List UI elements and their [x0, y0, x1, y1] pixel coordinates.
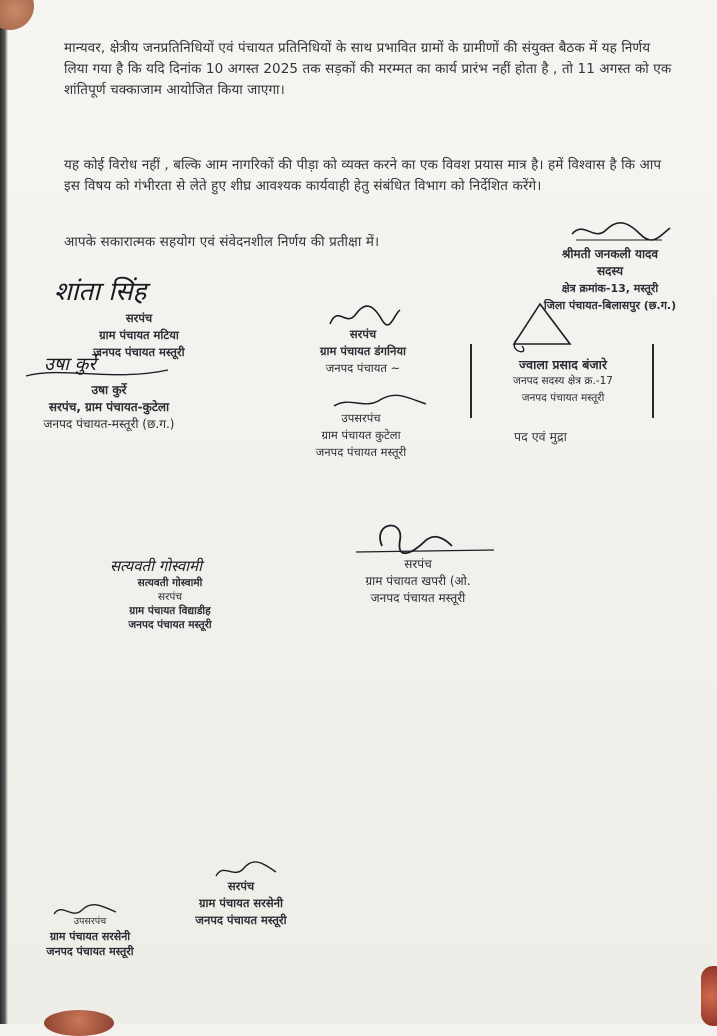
sarpanch-khapri-stamp — [348, 556, 488, 607]
sarpanch-kutela-signature-stroke — [22, 362, 172, 384]
up-sarpanch-sarseni-stamp — [30, 914, 150, 959]
sarpanch-matiyari-line2: जनपद पंचायत मस्तूरी — [93, 345, 185, 359]
paragraph-appeal: यह कोई विरोध नहीं , बल्कि आम नागरिकों की पीड़ा को व्यक्त करने का एक विवश प्रयास मात्र है। हमें विश्वास है कि आप इस विषय को गंभीरता से लेते हुए शीघ्र आवश्यक कार्यवाही हेतु संबंधित विभाग को निर्देशित करेंगे। — [64, 157, 662, 194]
sarpanch-dangania-stamp — [298, 326, 428, 377]
sarpanch-vidyadih-line1: ग्राम पंचायत विद्याडीह — [129, 605, 211, 617]
sarpanch-kutela-name: उषा कुर्रे — [91, 383, 127, 397]
sarpanch-khapri-role: सरपंच — [404, 557, 432, 571]
sarpanch-vidyadih-name: सत्यवती गोस्वामी — [137, 577, 203, 589]
sarpanch-sarseni-line1: ग्राम पंचायत सरसेनी — [199, 896, 283, 910]
sarpanch-dangania-line2: जनपद पंचायत ~ — [325, 361, 401, 375]
sarpanch-dangania-role: सरपंच — [349, 327, 377, 341]
paragraph-decision: मान्यवर, क्षेत्रीय जनप्रतिनिधियों एवं पंचायत प्रतिनिधियों के साथ प्रभावित ग्रामों के ग्रामीणों की संयुक्त बैठक में यह निर्णय लिया गया है कि यदि दिनांक 10 अगस्त 2025 तक सड़कों की मरम्मत का कार्य प्रारंभ नहीं होता है , तो 11 अगस्त को एक शांतिपूर्ण चक्काजाम आयोजित किया जाएगा। — [64, 40, 672, 98]
janpad-member-name: ज्वाला प्रसाद बंजारे — [519, 357, 607, 372]
janpad-member-line2: जनपद पंचायत मस्तूरी — [521, 392, 605, 404]
sarpanch-sarseni-line2: जनपद पंचायत मस्तूरी — [195, 913, 287, 927]
up-sarpanch-kutela-stamp — [296, 410, 426, 461]
up-sarpanch-kutela-line2: जनपद पंचायत मस्तूरी — [315, 445, 407, 459]
janpad-member-line1: जनपद सदस्य क्षेत्र क्र.-17 — [513, 375, 613, 387]
member-line1: क्षेत्र क्रमांक-13, मस्तूरी — [561, 282, 659, 295]
pad-mudra-label: पद एवं मुद्रा — [514, 429, 567, 444]
finger-right — [701, 966, 717, 1026]
sarpanch-kutela-line1: सरपंच, ग्राम पंचायत-कुटेला — [48, 400, 170, 414]
sarpanch-kutela-signature: उषा कुर्रे — [44, 354, 96, 375]
sarpanch-kutela-line2: जनपद पंचायत-मस्तूरी (छ.ग.) — [43, 417, 175, 431]
sarpanch-kutela-stamp — [24, 382, 194, 433]
janpad-member-stamp — [488, 356, 638, 407]
page-edge-shadow — [0, 0, 8, 1024]
sarpanch-matiyari-role: सरपंच — [125, 311, 153, 325]
janpad-member-signature-scribble — [500, 300, 580, 360]
sarpanch-matiyari-signature: शांता सिंह — [54, 277, 147, 307]
member-line2: जिला पंचायत-बिलासपुर (छ.ग.) — [543, 299, 677, 312]
sarpanch-sarseni-role: सरपंच — [227, 879, 255, 893]
member-signature-scribble — [566, 216, 676, 246]
sarpanch-vidyadih-role: सरपंच — [157, 591, 183, 603]
sarpanch-matiyari-line1: ग्राम पंचायत मटिया — [99, 328, 179, 342]
sarpanch-sarseni-stamp — [176, 878, 306, 929]
member-role: सदस्य — [596, 264, 624, 278]
member-name: श्रीमती जनकली यादव — [561, 247, 659, 261]
sarpanch-dangania-line1: ग्राम पंचायत डंगनिया — [319, 344, 407, 358]
sarpanch-vidyadih-signature: सत्यवती गोस्वामी — [110, 557, 202, 575]
up-sarpanch-sarseni-line2: जनपद पंचायत मस्तूरी — [46, 945, 134, 958]
sarpanch-khapri-line2: जनपद पंचायत मस्तूरी — [370, 591, 466, 605]
paragraph-closing: आपके सकारात्मक सहयोग एवं संवेदनशील निर्णय की प्रतीक्षा में। — [64, 234, 380, 250]
sarpanch-khapri-line1: ग्राम पंचायत खपरी (ओ. — [365, 574, 471, 588]
up-sarpanch-sarseni-role: उपसरपंच — [73, 916, 107, 927]
up-sarpanch-kutela-role: उपसरपंच — [341, 411, 381, 425]
up-sarpanch-kutela-line1: ग्राम पंचायत कुटेला — [321, 428, 401, 442]
up-sarpanch-sarseni-line1: ग्राम पंचायत सरसेनी — [49, 930, 131, 943]
sarpanch-vidyadih-stamp — [110, 576, 230, 632]
finger-bottom — [44, 1010, 114, 1036]
sarpanch-vidyadih-line2: जनपद पंचायत मस्तूरी — [128, 619, 212, 631]
